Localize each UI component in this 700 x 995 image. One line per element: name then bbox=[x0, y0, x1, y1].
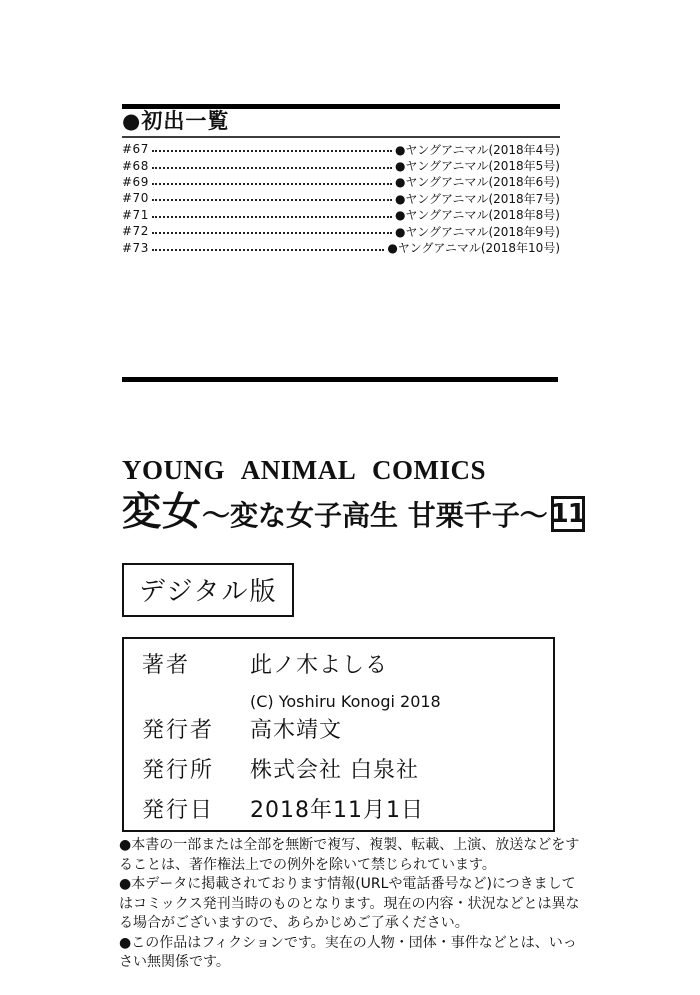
copyright-note: (C) Yoshiru Konogi 2018 bbox=[250, 692, 441, 711]
issue-label: ●ヤングアニマル(2018年7号) bbox=[394, 191, 560, 206]
chapter-label: #70 bbox=[122, 191, 149, 206]
issue-label: ●ヤングアニマル(2018年8号) bbox=[394, 208, 560, 223]
title-main: 変女 bbox=[122, 490, 203, 535]
colophon-row-issuer bbox=[142, 718, 553, 744]
publication-row bbox=[122, 239, 560, 255]
publication-row bbox=[122, 141, 560, 157]
chapter-label: #71 bbox=[122, 207, 149, 222]
dot-leader bbox=[152, 150, 392, 152]
legal-paragraph: ●本書の一部または全部を無断で複写、複製、転載、上演、放送などをすることは、著作権法上での例外を除いて禁じられています。 bbox=[119, 837, 580, 873]
dot-leader bbox=[152, 199, 392, 201]
issuer-value: 高木靖文 bbox=[250, 718, 343, 743]
chapter-label: #68 bbox=[122, 158, 149, 173]
chapter-label: #72 bbox=[122, 224, 149, 239]
publisher-value: 株式会社 白泉社 bbox=[250, 758, 419, 783]
colophon-row-date bbox=[142, 798, 553, 824]
dot-leader bbox=[152, 183, 392, 185]
book-title bbox=[122, 491, 585, 535]
issue-label: ●ヤングアニマル(2018年10号) bbox=[387, 241, 560, 256]
author-value: 此ノ木よしる bbox=[250, 653, 389, 678]
volume-badge: 11 bbox=[551, 496, 585, 532]
issuer-label: 発行者 bbox=[142, 718, 215, 743]
dot-leader bbox=[152, 232, 392, 234]
dot-leader bbox=[152, 216, 392, 218]
publication-row bbox=[122, 174, 560, 190]
colophon-row-publisher bbox=[142, 758, 553, 784]
publication-row bbox=[122, 157, 560, 173]
publication-list bbox=[122, 141, 560, 256]
edition-badge: デジタル版 bbox=[122, 563, 294, 617]
dot-leader bbox=[152, 167, 392, 169]
issue-label: ●ヤングアニマル(2018年4号) bbox=[394, 142, 560, 157]
chapter-label: #69 bbox=[122, 174, 149, 189]
publication-row bbox=[122, 207, 560, 223]
date-value: 2018年11月1日 bbox=[250, 798, 424, 823]
first-publication-heading: ●初出一覧 bbox=[122, 109, 230, 133]
title-subtitle: 〜変な女子高生 甘栗千子〜 bbox=[202, 499, 548, 532]
issue-label: ●ヤングアニマル(2018年5号) bbox=[394, 159, 560, 174]
publication-row bbox=[122, 190, 560, 206]
chapter-label: #73 bbox=[122, 240, 149, 255]
series-label: YOUNG ANIMAL COMICS bbox=[122, 455, 487, 485]
publisher-label: 発行所 bbox=[142, 758, 215, 783]
date-label: 発行日 bbox=[142, 798, 215, 823]
colophon-box bbox=[122, 637, 555, 832]
legal-notices bbox=[119, 836, 581, 973]
chapter-label: #67 bbox=[122, 142, 149, 157]
section-divider-bar bbox=[122, 377, 558, 382]
dot-leader bbox=[152, 249, 384, 251]
issue-label: ●ヤングアニマル(2018年9号) bbox=[394, 224, 560, 239]
legal-paragraph: ●本データに掲載されております情報(URLや電話番号など)につきましてはコミックス発刊当時のものとなります。現在の内容・状況などとは異なる場合がございますので、あらかじめご了承ください。 bbox=[119, 876, 580, 931]
colophon-row-author bbox=[142, 653, 553, 679]
issue-label: ●ヤングアニマル(2018年6号) bbox=[394, 175, 560, 190]
legal-paragraph: ●この作品はフィクションです。実在の人物・団体・事件などとは、いっさい無関係です。 bbox=[119, 934, 577, 970]
author-label: 著者 bbox=[142, 653, 191, 678]
publication-row bbox=[122, 223, 560, 239]
heading-rule bbox=[122, 136, 560, 138]
